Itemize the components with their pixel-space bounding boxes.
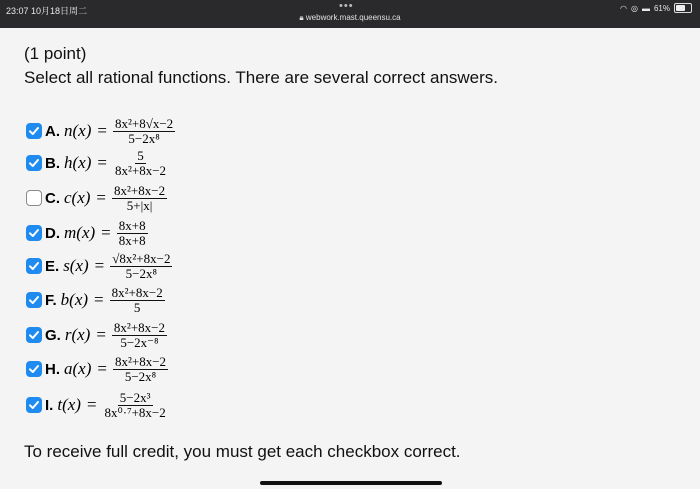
option-row[interactable] (26, 285, 165, 315)
home-indicator[interactable] (260, 481, 442, 485)
fraction (103, 391, 168, 420)
function-name: n(x) (64, 121, 92, 140)
wifi-icon: ◠ (620, 3, 627, 13)
battery-fill (676, 5, 685, 11)
instructions: Select all rational functions. There are several correct answers. (24, 68, 499, 87)
option-letter: D. (45, 224, 60, 242)
address-bar[interactable] (0, 13, 700, 23)
footer-note: To receive full credit, you must get each checkbox correct. (24, 442, 461, 461)
function-name: r(x) (64, 325, 91, 344)
checkmark-icon (28, 363, 40, 375)
function-name: b(x) (60, 290, 89, 309)
numerator: 8x+8 (118, 217, 146, 233)
numerator: 8x²+8x−2 (111, 284, 163, 300)
checkmark-icon (28, 294, 40, 306)
option-letter: A. (45, 122, 60, 140)
checkbox[interactable] (26, 397, 42, 413)
option-row[interactable] (26, 218, 148, 248)
fraction (112, 184, 167, 213)
checkbox[interactable] (26, 225, 42, 241)
numerator: 8x²+8x−2 (114, 182, 166, 198)
option-letter: E. (45, 257, 60, 275)
equals-sign: = (97, 121, 107, 140)
checkbox[interactable] (26, 361, 42, 377)
numerator: 8x²+8x−2 (113, 319, 165, 335)
denominator: 5−2x⁸ (128, 130, 160, 146)
option-row[interactable] (26, 251, 172, 281)
function-name: t(x) (57, 395, 81, 414)
fraction (112, 321, 167, 350)
function-name: a(x) (64, 359, 92, 378)
option-row[interactable] (26, 354, 168, 384)
denominator: 5−2x⁸ (125, 265, 158, 281)
checkbox[interactable] (26, 292, 42, 308)
function-name: m(x) (64, 223, 96, 242)
denominator: 5+|x| (126, 197, 153, 213)
fraction (117, 219, 148, 248)
option-letter: B. (45, 154, 60, 172)
denominator: 8x²+8x−2 (114, 162, 167, 178)
numerator: 5 (137, 147, 144, 163)
lock-icon: 🔒︎ (299, 13, 304, 22)
option-letter: I. (45, 396, 54, 414)
status-bar (0, 0, 700, 28)
problem-content (0, 28, 700, 489)
equals-sign: = (97, 153, 107, 172)
fraction (113, 355, 168, 384)
numerator: 8x²+8x−2 (114, 353, 167, 369)
battery-percent: 61% (653, 3, 670, 13)
denominator: 5−2x⁻⁸ (120, 334, 159, 350)
checkmark-icon (28, 260, 40, 272)
option-row[interactable] (26, 320, 167, 350)
denominator: 8x+8 (118, 232, 146, 248)
option-row[interactable] (26, 148, 168, 178)
equals-sign: = (94, 290, 104, 309)
more-dots-icon[interactable]: ••• (339, 0, 354, 12)
checkmark-icon (28, 227, 40, 239)
status-icons (620, 3, 692, 13)
option-letter: C. (45, 189, 60, 207)
checkmark-icon (28, 399, 40, 411)
fraction (113, 149, 168, 178)
checkbox[interactable] (26, 258, 42, 274)
equals-sign: = (101, 223, 111, 242)
function-name: s(x) (63, 256, 89, 275)
fraction (110, 286, 165, 315)
checkbox[interactable] (26, 155, 42, 171)
status-time: 23:07 10月18日周二 (6, 6, 88, 16)
fraction (113, 117, 175, 146)
option-letter: G. (45, 326, 61, 344)
option-row[interactable] (26, 390, 168, 420)
option-row[interactable] (26, 116, 175, 146)
function-name: c(x) (64, 188, 91, 207)
function-name: h(x) (64, 153, 92, 172)
checkmark-icon (28, 157, 40, 169)
option-letter: H. (45, 360, 60, 378)
page (0, 28, 700, 489)
checkbox[interactable] (26, 123, 42, 139)
fraction (110, 252, 172, 281)
equals-sign: = (96, 188, 107, 207)
denominator: 5−2x⁸ (124, 368, 157, 384)
checkmark-icon (28, 125, 40, 137)
denominator: 8x⁰·⁷+8x−2 (104, 404, 166, 420)
points-label: (1 point) (24, 44, 87, 63)
equals-sign: = (86, 395, 97, 414)
equals-sign: = (96, 325, 106, 344)
numerator: 5−2x³ (119, 389, 151, 405)
url-text: webwork.mast.queensu.ca (305, 13, 401, 22)
equals-sign: = (97, 359, 107, 378)
checkbox[interactable] (26, 327, 42, 343)
option-row[interactable] (26, 183, 167, 213)
checkbox[interactable] (26, 190, 42, 206)
equals-sign: = (94, 256, 105, 275)
checkmark-icon (28, 329, 40, 341)
numerator: √8x²+8x−2 (112, 250, 171, 266)
numerator: 8x²+8√x−2 (114, 115, 174, 131)
location-icon: ◎ (631, 3, 638, 13)
rotation-lock-icon: ▬ (641, 3, 650, 13)
denominator: 5 (133, 299, 141, 315)
battery-icon (674, 3, 692, 13)
option-letter: F. (45, 291, 57, 309)
